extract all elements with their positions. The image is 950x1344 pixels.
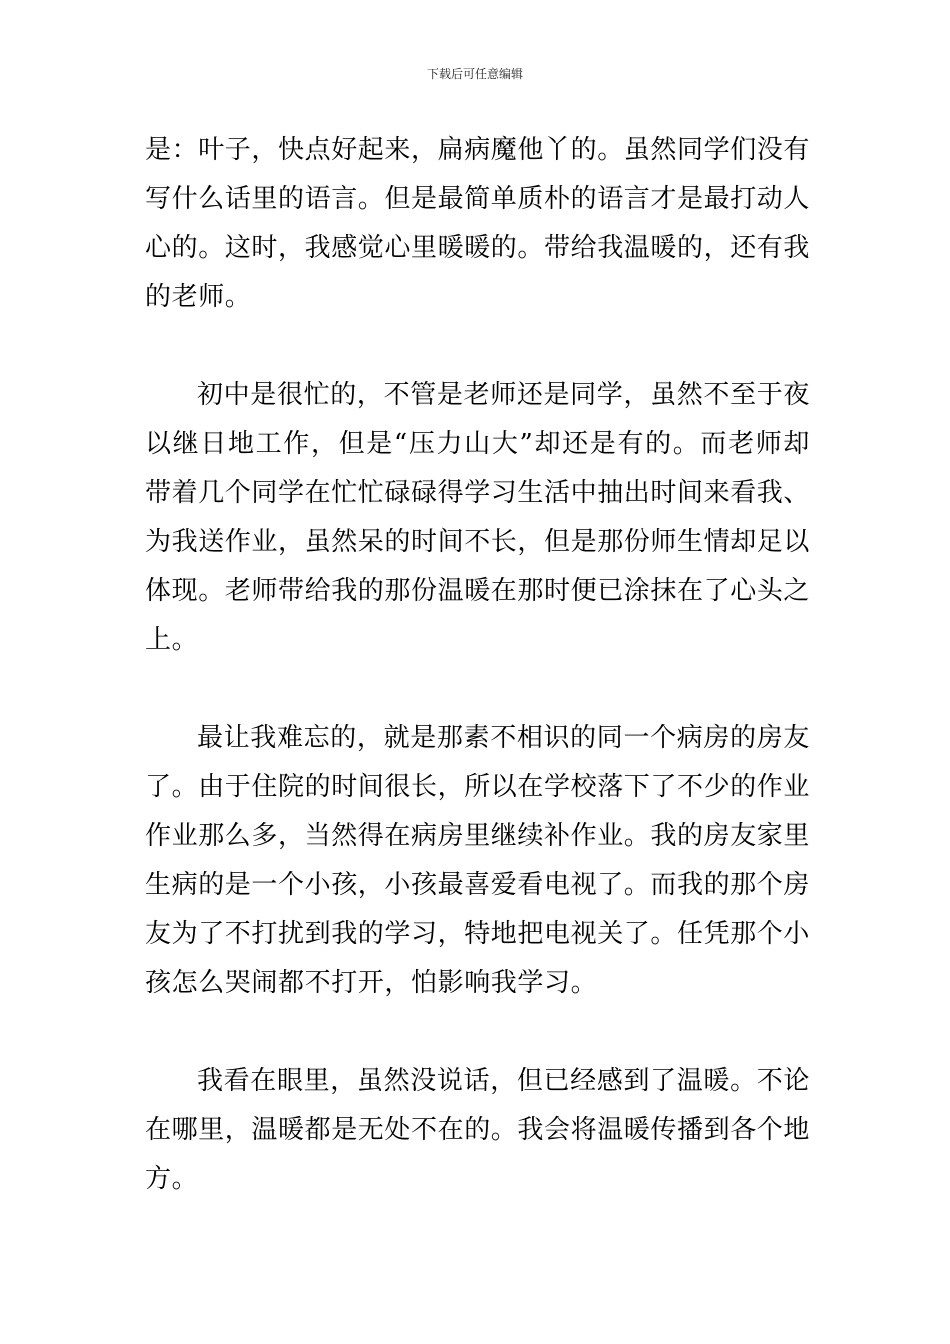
paragraph-gap — [145, 665, 810, 714]
document-body — [145, 126, 810, 1204]
page-header: 下载后可任意编辑 — [426, 67, 523, 81]
paragraph-4: 我看在眼里，虽然没说话，但已经感到了温暖。不论在哪里，温暖都是无处不在的。我会将温暖传播到各个地方。 — [145, 1066, 811, 1194]
paragraph-1: 是：叶子，快点好起来，扁病魔他丫的。虽然同学们没有写什么话里的语言。但是最简单质朴的语言才是最打动人心的。这时，我感觉心里暖暖的。带给我温暖的，还有我的老师。 — [145, 135, 811, 312]
paragraph-3: 最让我难忘的，就是那素不相识的同一个病房的房友了。由于住院的时间很长，所以在学校落下了不少的作业作业那么多，当然得在病房里继续补作业。我的房友家里生病的是一个小孩，小孩最喜爱看电视了。而我的那个房友为了不打扰到我的学习，特地把电视关了。任凭那个小孩怎么哭闹都不打开，怕影响我学习。 — [145, 723, 811, 998]
paragraph-gap — [145, 322, 810, 371]
paragraph-2: 初中是很忙的，不管是老师还是同学，虽然不至于夜以继日地工作，但是“压力山大”却还是有的。而老师却带着几个同学在忙忙碌碌得学习生活中抽出时间来看我、为我送作业，虽然呆的时间不长，但是那份师生情却足以体现。老师带给我的那份温暖在那时便已涂抹在了心头之上。 — [145, 380, 811, 655]
paragraph-gap — [145, 1008, 810, 1057]
